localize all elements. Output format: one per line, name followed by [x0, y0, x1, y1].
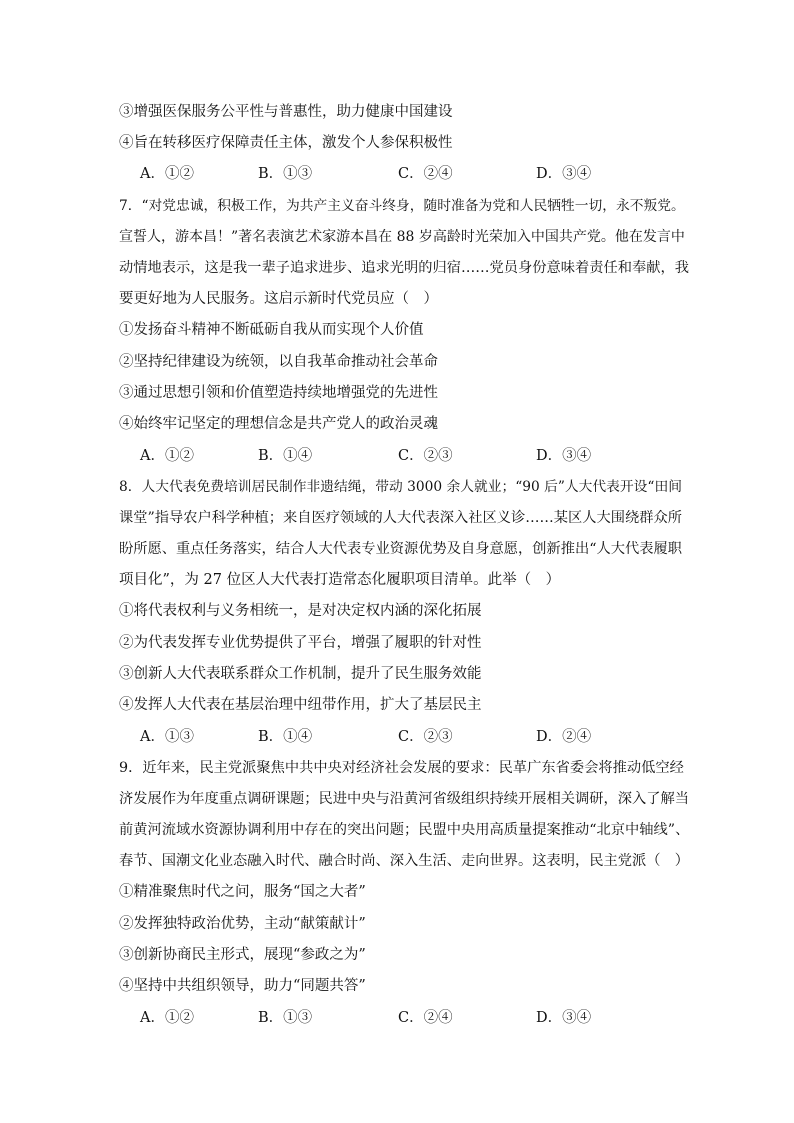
q8-item-4: ④发挥人大代表在基层治理中纽带作用，扩大了基层民主: [119, 697, 482, 713]
q8-stem-line: 项目化”，为 27 位区人大代表打造常态化履职项目清单。此举（ ）: [119, 572, 561, 588]
q9-item-3: ③创新协商民主形式，展现“参政之为”: [119, 947, 366, 963]
q9-stem-line: 春节、国潮文化业态融入时代、融合时尚、深入生活、走向世界。这表明，民主党派（ ）: [119, 853, 690, 869]
option-a[interactable]: A．①②: [140, 448, 194, 464]
option-c[interactable]: C．②③: [398, 448, 453, 464]
q8-item-2: ②为代表发挥专业优势提供了平台，增强了履职的针对性: [119, 635, 482, 651]
q8-stem-line: 盼所愿、重点任务落实，结合人大代表专业资源优势及自身意愿，创新推出“人大代表履职: [119, 541, 683, 557]
q7-item-4: ④始终牢记坚定的理想信念是共产党人的政治灵魂: [119, 416, 438, 432]
option-a[interactable]: A．①②: [140, 166, 194, 182]
q7-stem-line: 7．“对党忠诚，积极工作，为共产主义奋斗终身，随时准备为党和人民牺牲一切，永不叛党。: [119, 198, 685, 214]
option-d[interactable]: D．③④: [536, 1010, 592, 1026]
q8-item-3: ③创新人大代表联系群众工作机制，提升了民生服务效能: [119, 666, 482, 682]
option-d[interactable]: D．③④: [536, 166, 592, 182]
q8-item-1: ①将代表权利与义务相统一，是对决定权内涵的深化拓展: [119, 603, 482, 619]
q9-stem-line: 济发展作为年度重点调研课题；民进中央与沿黄河省级组织持续开展相关调研，深入了解当: [119, 791, 690, 807]
q9-options: [140, 1008, 680, 1028]
q7-item-2: ②坚持纪律建设为统领，以自我革命推动社会革命: [119, 354, 438, 370]
option-b[interactable]: B．①④: [258, 448, 313, 464]
top-options: [140, 164, 680, 184]
top-item-3: ③增强医保服务公平性与普惠性，助力健康中国建设: [119, 104, 453, 120]
q7-item-3: ③通过思想引领和价值塑造持续地增强党的先进性: [119, 385, 438, 401]
q9-stem-line: 9．近年来，民主党派聚焦中共中央对经济社会发展的要求：民革广东省委会将推动低空经: [119, 760, 684, 776]
q7-options: [140, 446, 680, 466]
option-a[interactable]: A．①③: [140, 729, 194, 745]
option-d[interactable]: D．③④: [536, 448, 592, 464]
option-c[interactable]: C．②③: [398, 729, 453, 745]
q8-options: [140, 727, 680, 747]
top-item-4: ④旨在转移医疗保障责任主体，激发个人参保积极性: [119, 135, 453, 151]
q8-stem-line: 课堂”指导农户科学种植；来自医疗领域的人大代表深入社区义诊……某区人大围绕群众所: [119, 510, 683, 526]
q9-item-1: ①精准聚焦时代之问，服务“国之大者”: [119, 884, 366, 900]
option-c[interactable]: C．②④: [398, 1010, 453, 1026]
q8-stem-line: 8．人大代表免费培训居民制作非遗结绳，带动 3000 余人就业；“90 后”人大代表开设“田间: [119, 479, 682, 495]
q7-item-1: ①发扬奋斗精神不断砥砺自我从而实现个人价值: [119, 322, 424, 338]
q7-stem-line: 宣誓人，游本昌！”著名表演艺术家游本昌在 88 岁高龄时光荣加入中国共产党。他在发言中: [119, 229, 685, 245]
option-b[interactable]: B．①③: [258, 1010, 313, 1026]
option-c[interactable]: C．②④: [398, 166, 453, 182]
q7-stem-line: 要更好地为人民服务。这启示新时代党员应（ ）: [119, 291, 438, 307]
option-b[interactable]: B．①④: [258, 729, 313, 745]
q7-stem-line: 动情地表示，这是我一辈子追求进步、追求光明的归宿……党员身份意味着责任和奉献，我: [119, 260, 690, 276]
option-a[interactable]: A．①②: [140, 1010, 194, 1026]
option-b[interactable]: B．①③: [258, 166, 313, 182]
q9-item-4: ④坚持中共组织领导，助力“同题共答”: [119, 978, 366, 994]
option-d[interactable]: D．②④: [536, 729, 592, 745]
q9-item-2: ②发挥独特政治优势，主动“献策献计”: [119, 916, 366, 932]
q9-stem-line: 前黄河流域水资源协调利用中存在的突出问题；民盟中央用高质量提案推动“北京中轴线”、: [119, 822, 690, 838]
